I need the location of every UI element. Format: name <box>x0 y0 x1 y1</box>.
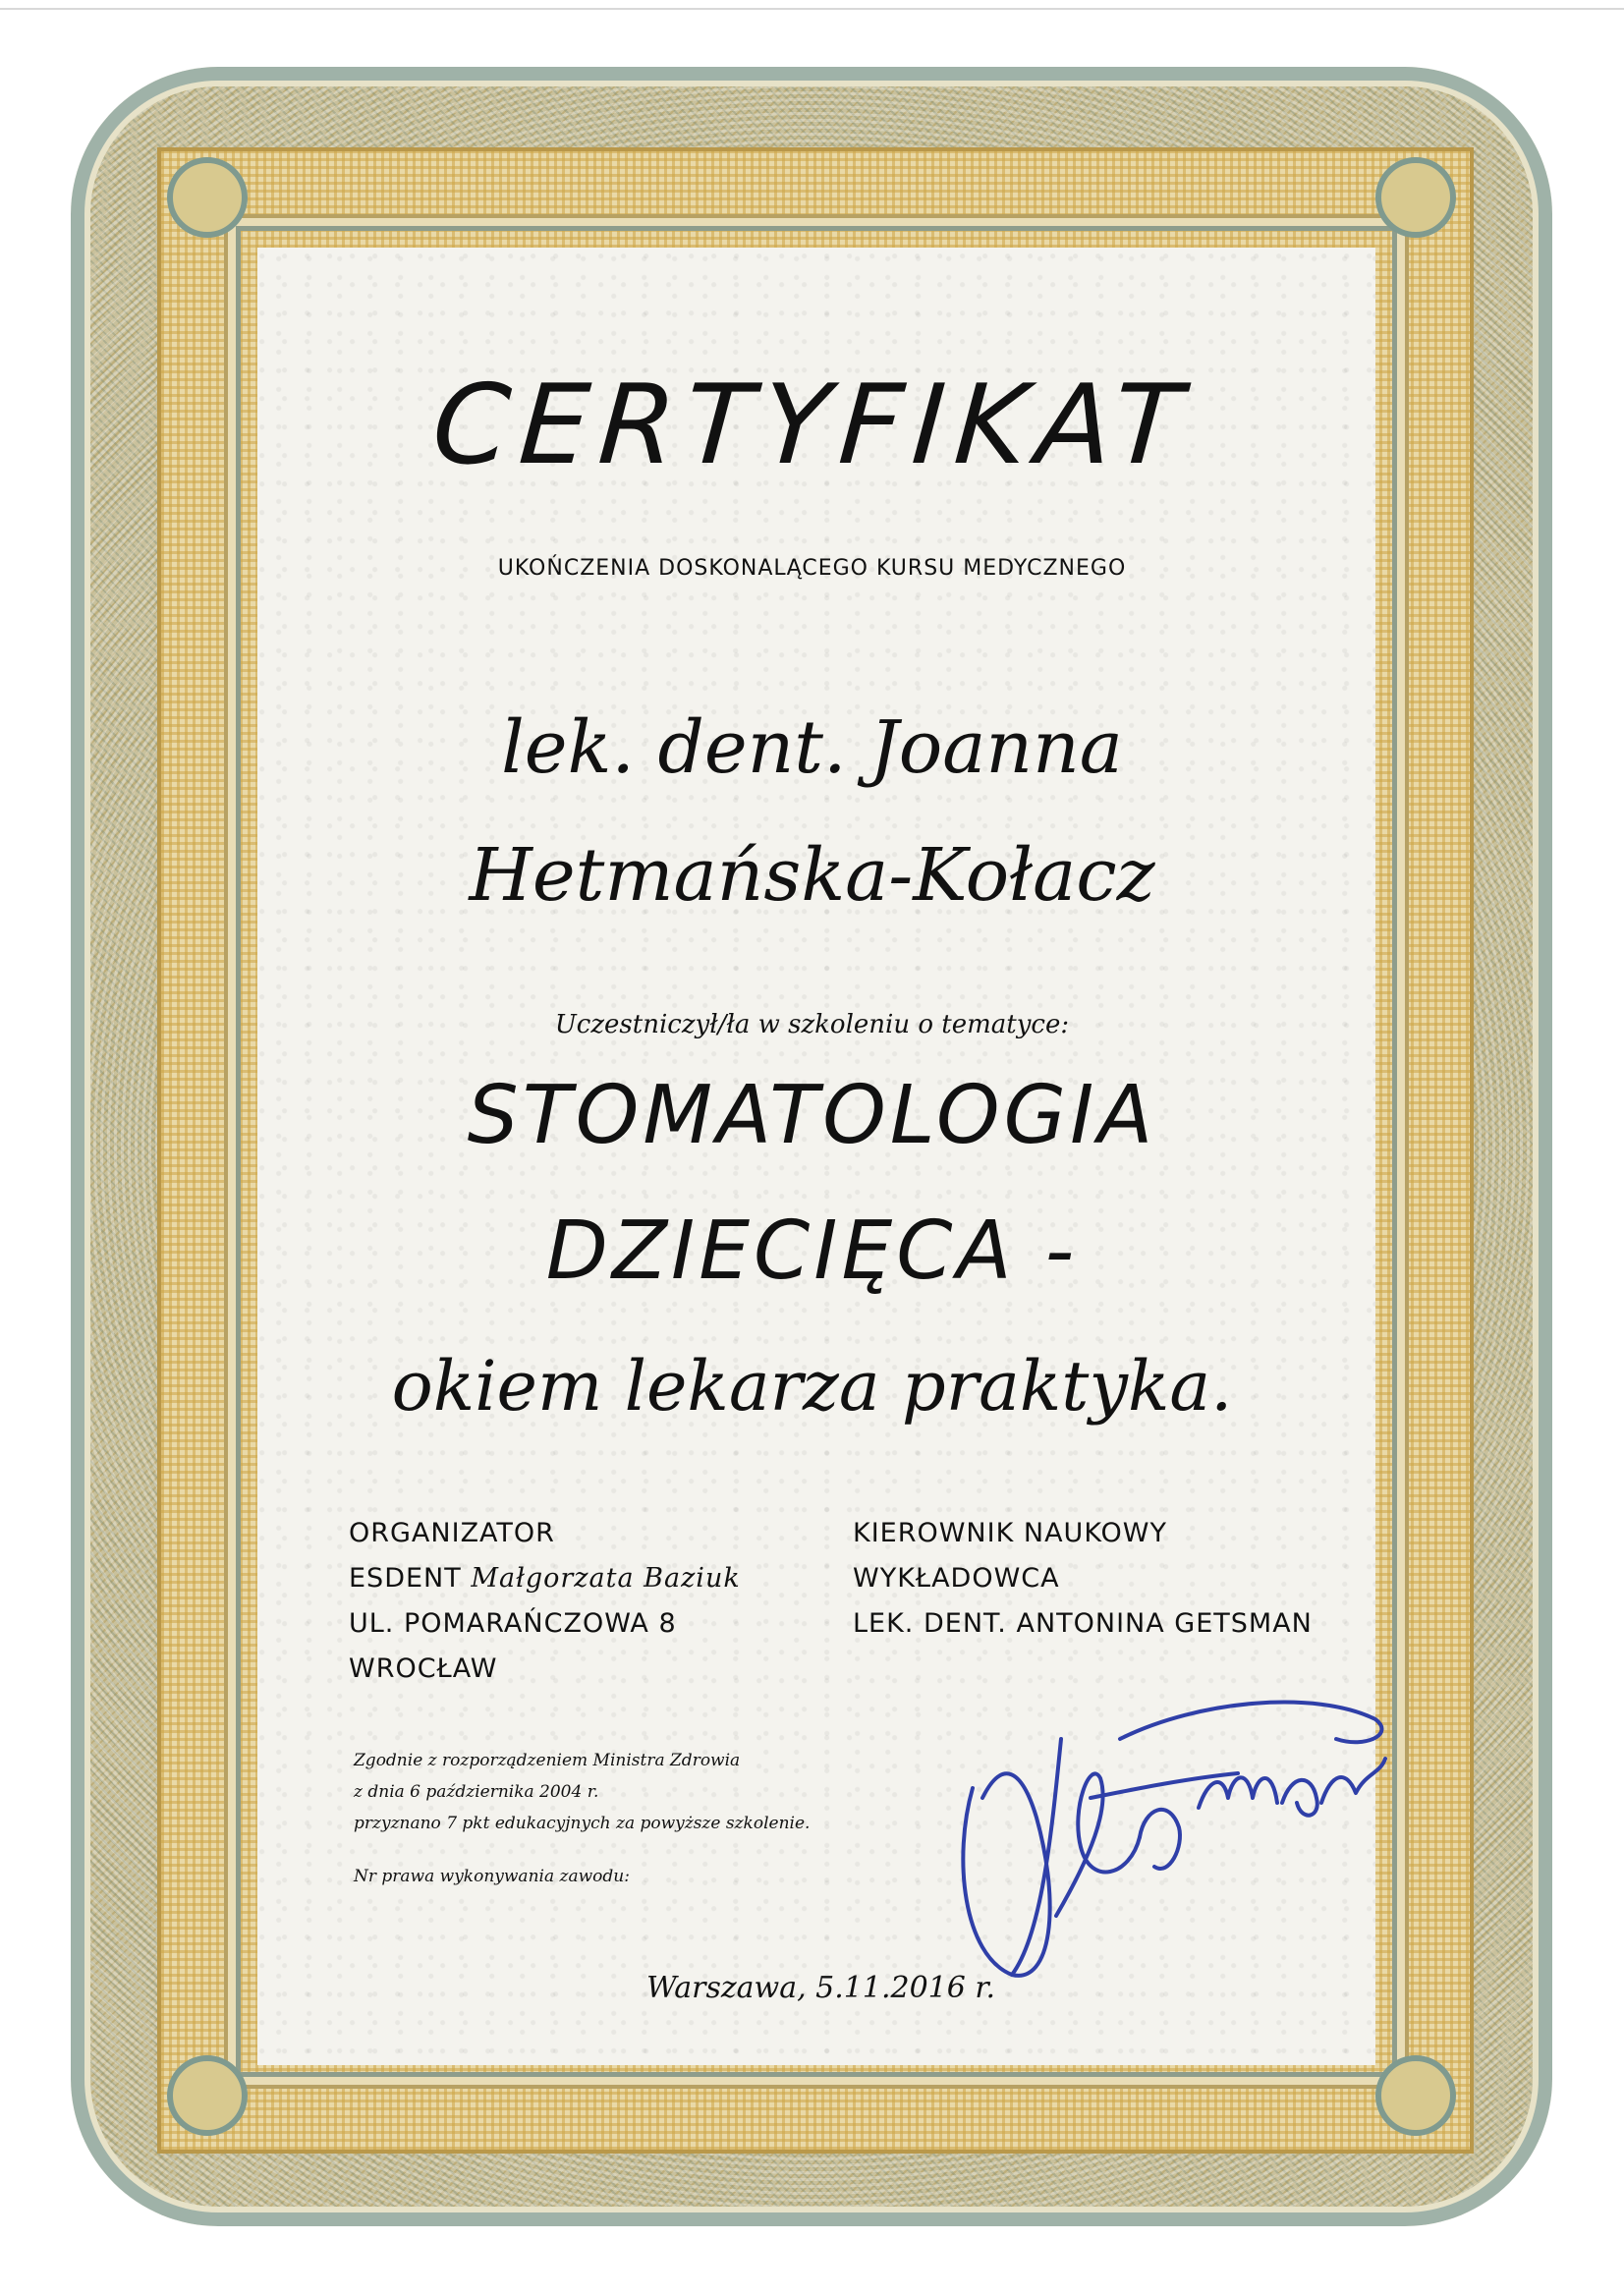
legal-note-line2: z dnia 6 października 2004 r. <box>354 1782 599 1802</box>
organizer-city: WROCŁAW <box>349 1653 498 1684</box>
licence-number-label: Nr prawa wykonywania zawodu: <box>354 1867 630 1886</box>
participation-text: Uczestniczył/ła w szkoleniu o tematyce: <box>554 1010 1070 1039</box>
organizer-block <box>349 1511 741 1692</box>
recipient-name-line2: Hetmańska-Kołacz <box>469 833 1155 918</box>
scientific-manager-name: LEK. DENT. ANTONINA GETSMAN <box>853 1608 1313 1639</box>
frame-corner-ornament <box>1375 2055 1456 2136</box>
organizer-company-prefix: ESDENT <box>349 1563 462 1594</box>
place-and-date: Warszawa, 5.11.2016 r. <box>646 1971 995 2005</box>
organizer-heading: ORGANIZATOR <box>349 1518 555 1548</box>
scientific-manager-block <box>853 1511 1313 1647</box>
organizer-company <box>349 1556 741 1601</box>
organizer-company-person: Małgorzata Baziuk <box>471 1563 741 1594</box>
scan-top-edge <box>0 8 1624 10</box>
frame-corner-ornament <box>167 2055 248 2136</box>
scientific-manager-role: WYKŁADOWCA <box>853 1563 1060 1594</box>
certificate-subtitle: UKOŃCZENIA DOSKONALĄCEGO KURSU MEDYCZNEGO <box>497 556 1127 581</box>
recipient-name-line1: lek. dent. Joanna <box>501 705 1123 790</box>
course-topic-line3: okiem lekarza praktyka. <box>391 1346 1233 1427</box>
course-topic-line1: STOMATOLOGIA <box>467 1069 1157 1162</box>
handwritten-signature <box>943 1680 1395 2004</box>
organizer-street: UL. POMARAŃCZOWA 8 <box>349 1608 677 1639</box>
legal-note-line1: Zgodnie z rozporządzeniem Ministra Zdrowia <box>354 1751 741 1770</box>
course-topic-line2: DZIECIĘCA - <box>545 1204 1079 1298</box>
frame-corner-ornament <box>167 157 248 238</box>
frame-corner-ornament <box>1375 157 1456 238</box>
legal-note <box>354 1745 810 1839</box>
scientific-manager-heading: KIEROWNIK NAUKOWY <box>853 1518 1167 1548</box>
legal-note-line3: przyznano 7 pkt edukacyjnych za powyższe szkolenie. <box>354 1814 811 1833</box>
certificate-title: CERTYFIKAT <box>428 362 1196 489</box>
